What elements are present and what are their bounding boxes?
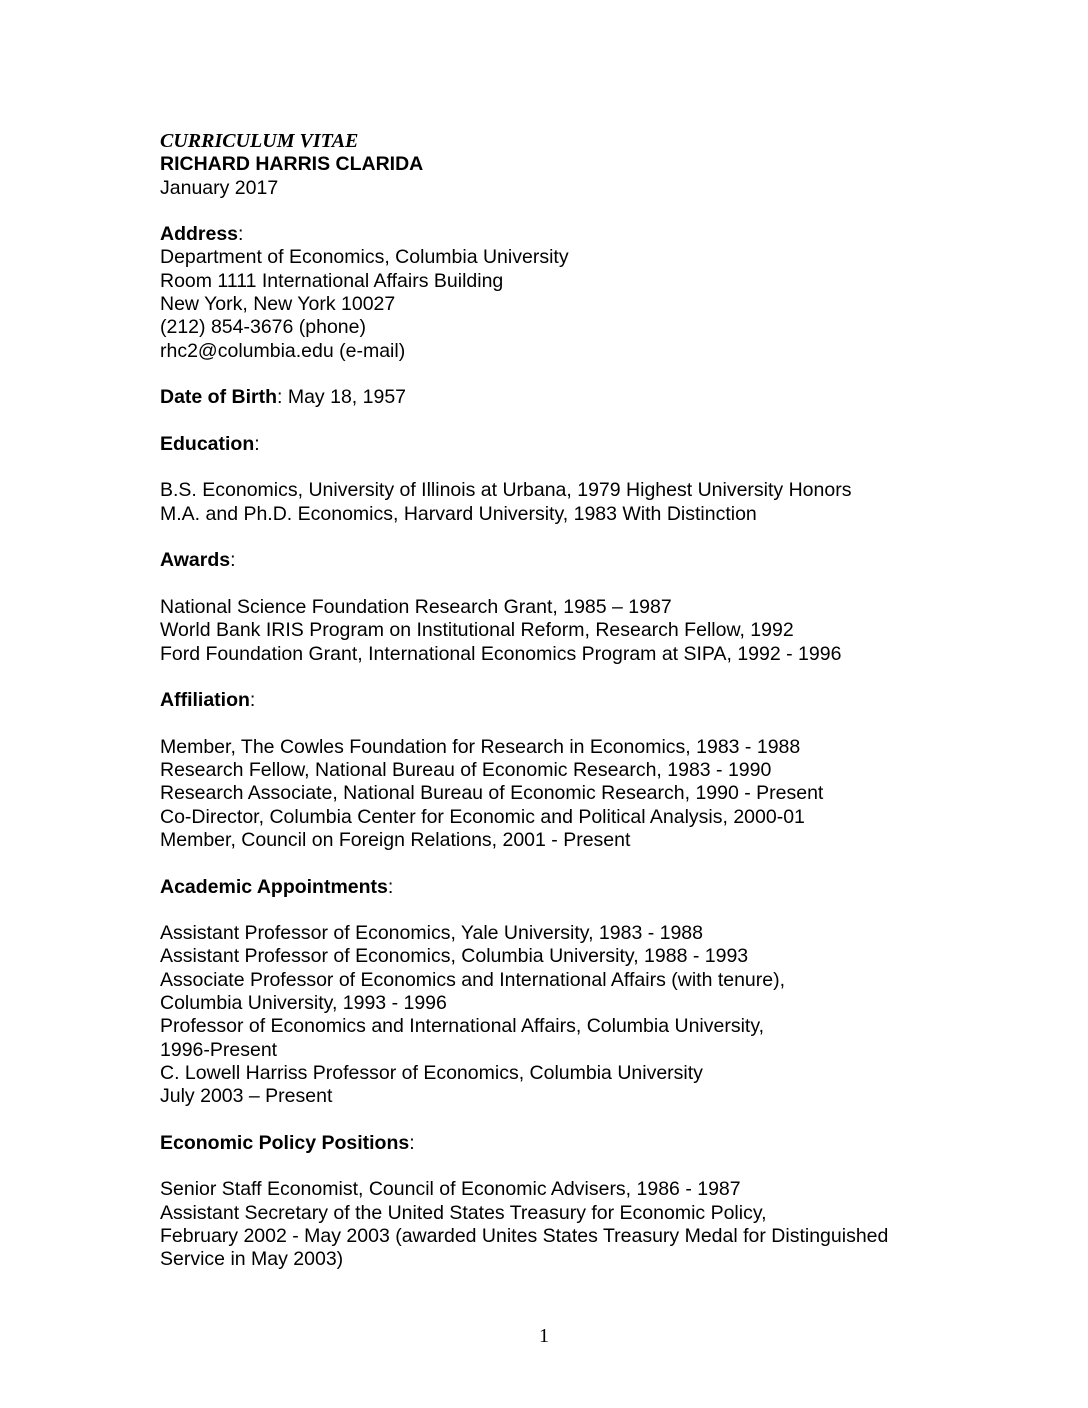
award-item: National Science Foundation Research Grant, 1985 – 1987 xyxy=(160,595,672,618)
policy-heading: Economic Policy Positions: xyxy=(160,1131,415,1154)
phone-line: (212) 854-3676 (phone) xyxy=(160,316,366,339)
awards-heading-label: Awards xyxy=(160,549,231,572)
address-line: Department of Economics, Columbia University xyxy=(160,246,569,269)
affiliation-item: Member, Council on Foreign Relations, 2001 - Present xyxy=(160,828,631,851)
policy-item: Assistant Secretary of the United States Treasury for Economic Policy, xyxy=(160,1201,767,1224)
award-item: Ford Foundation Grant, International Economics Program at SIPA, 1992 - 1996 xyxy=(160,642,842,665)
spacer xyxy=(160,666,960,689)
affiliation-item: Research Associate, National Bureau of Economic Research, 1990 - Present xyxy=(160,782,824,805)
affiliation-item: Member, The Cowles Foundation for Research in Economics, 1983 - 1988 xyxy=(160,735,801,758)
affiliation-heading-label: Affiliation xyxy=(160,689,250,712)
spacer xyxy=(160,456,960,479)
academic-item: Associate Professor of Economics and International Affairs (with tenure), xyxy=(160,968,786,991)
awards-heading: Awards: xyxy=(160,549,236,572)
spacer xyxy=(160,852,960,875)
affiliation-item: Research Fellow, National Bureau of Economic Research, 1983 - 1990 xyxy=(160,759,772,782)
academic-item: 1996-Present xyxy=(160,1038,278,1061)
award-item: World Bank IRIS Program on Institutional Reform, Research Fellow, 1992 xyxy=(160,619,794,642)
spacer xyxy=(160,573,960,596)
academic-item: Assistant Professor of Economics, Yale University, 1983 - 1988 xyxy=(160,922,704,945)
education-heading: Education: xyxy=(160,432,260,455)
spacer xyxy=(160,200,960,223)
academic-item: Professor of Economics and International Affairs, Columbia University, xyxy=(160,1015,765,1038)
address-heading-label: Address xyxy=(160,223,239,246)
person-name: RICHARD HARRIS CLARIDA xyxy=(160,153,424,176)
spacer xyxy=(160,526,960,549)
affiliation-item: Co-Director, Columbia Center for Economic and Political Analysis, 2000-01 xyxy=(160,805,805,828)
birth-value: May 18, 1957 xyxy=(287,386,407,409)
academic-heading-label: Academic Appointments xyxy=(160,875,388,898)
academic-item: C. Lowell Harriss Professor of Economics, Columbia University xyxy=(160,1061,703,1084)
spacer xyxy=(160,410,960,433)
birth-label: Date of Birth xyxy=(160,386,277,409)
email-line: rhc2@columbia.edu (e-mail) xyxy=(160,339,406,362)
academic-item: Assistant Professor of Economics, Columbia University, 1988 - 1993 xyxy=(160,945,749,968)
education-item: M.A. and Ph.D. Economics, Harvard University, 1983 With Distinction xyxy=(160,502,757,525)
academic-item: Columbia University, 1993 - 1996 xyxy=(160,991,447,1014)
spacer xyxy=(160,899,960,922)
education-heading-label: Education xyxy=(160,432,255,455)
document-type-title: CURRICULUM VITAE xyxy=(160,130,359,152)
cv-content xyxy=(160,130,960,1272)
spacer xyxy=(160,712,960,735)
address-line: Room 1111 International Affairs Building xyxy=(160,269,504,292)
education-item: B.S. Economics, University of Illinois at Urbana, 1979 Highest University Honors xyxy=(160,479,852,502)
affiliation-heading: Affiliation: xyxy=(160,689,256,712)
spacer xyxy=(160,1108,960,1131)
spacer xyxy=(160,363,960,386)
page-number: 1 xyxy=(539,1325,549,1347)
document-date: January 2017 xyxy=(160,176,279,199)
birth-row: Date of Birth: May 18, 1957 xyxy=(160,386,407,409)
policy-item: Service in May 2003) xyxy=(160,1248,344,1271)
policy-heading-label: Economic Policy Positions xyxy=(160,1131,410,1154)
academic-heading: Academic Appointments: xyxy=(160,875,394,898)
policy-item: Senior Staff Economist, Council of Economic Advisers, 1986 - 1987 xyxy=(160,1178,741,1201)
address-heading: Address: xyxy=(160,223,244,246)
academic-item: July 2003 – Present xyxy=(160,1085,333,1108)
address-line: New York, New York 10027 xyxy=(160,293,396,316)
spacer xyxy=(160,1155,960,1178)
policy-item: February 2002 - May 2003 (awarded Unites States Treasury Medal for Distinguished xyxy=(160,1224,889,1247)
